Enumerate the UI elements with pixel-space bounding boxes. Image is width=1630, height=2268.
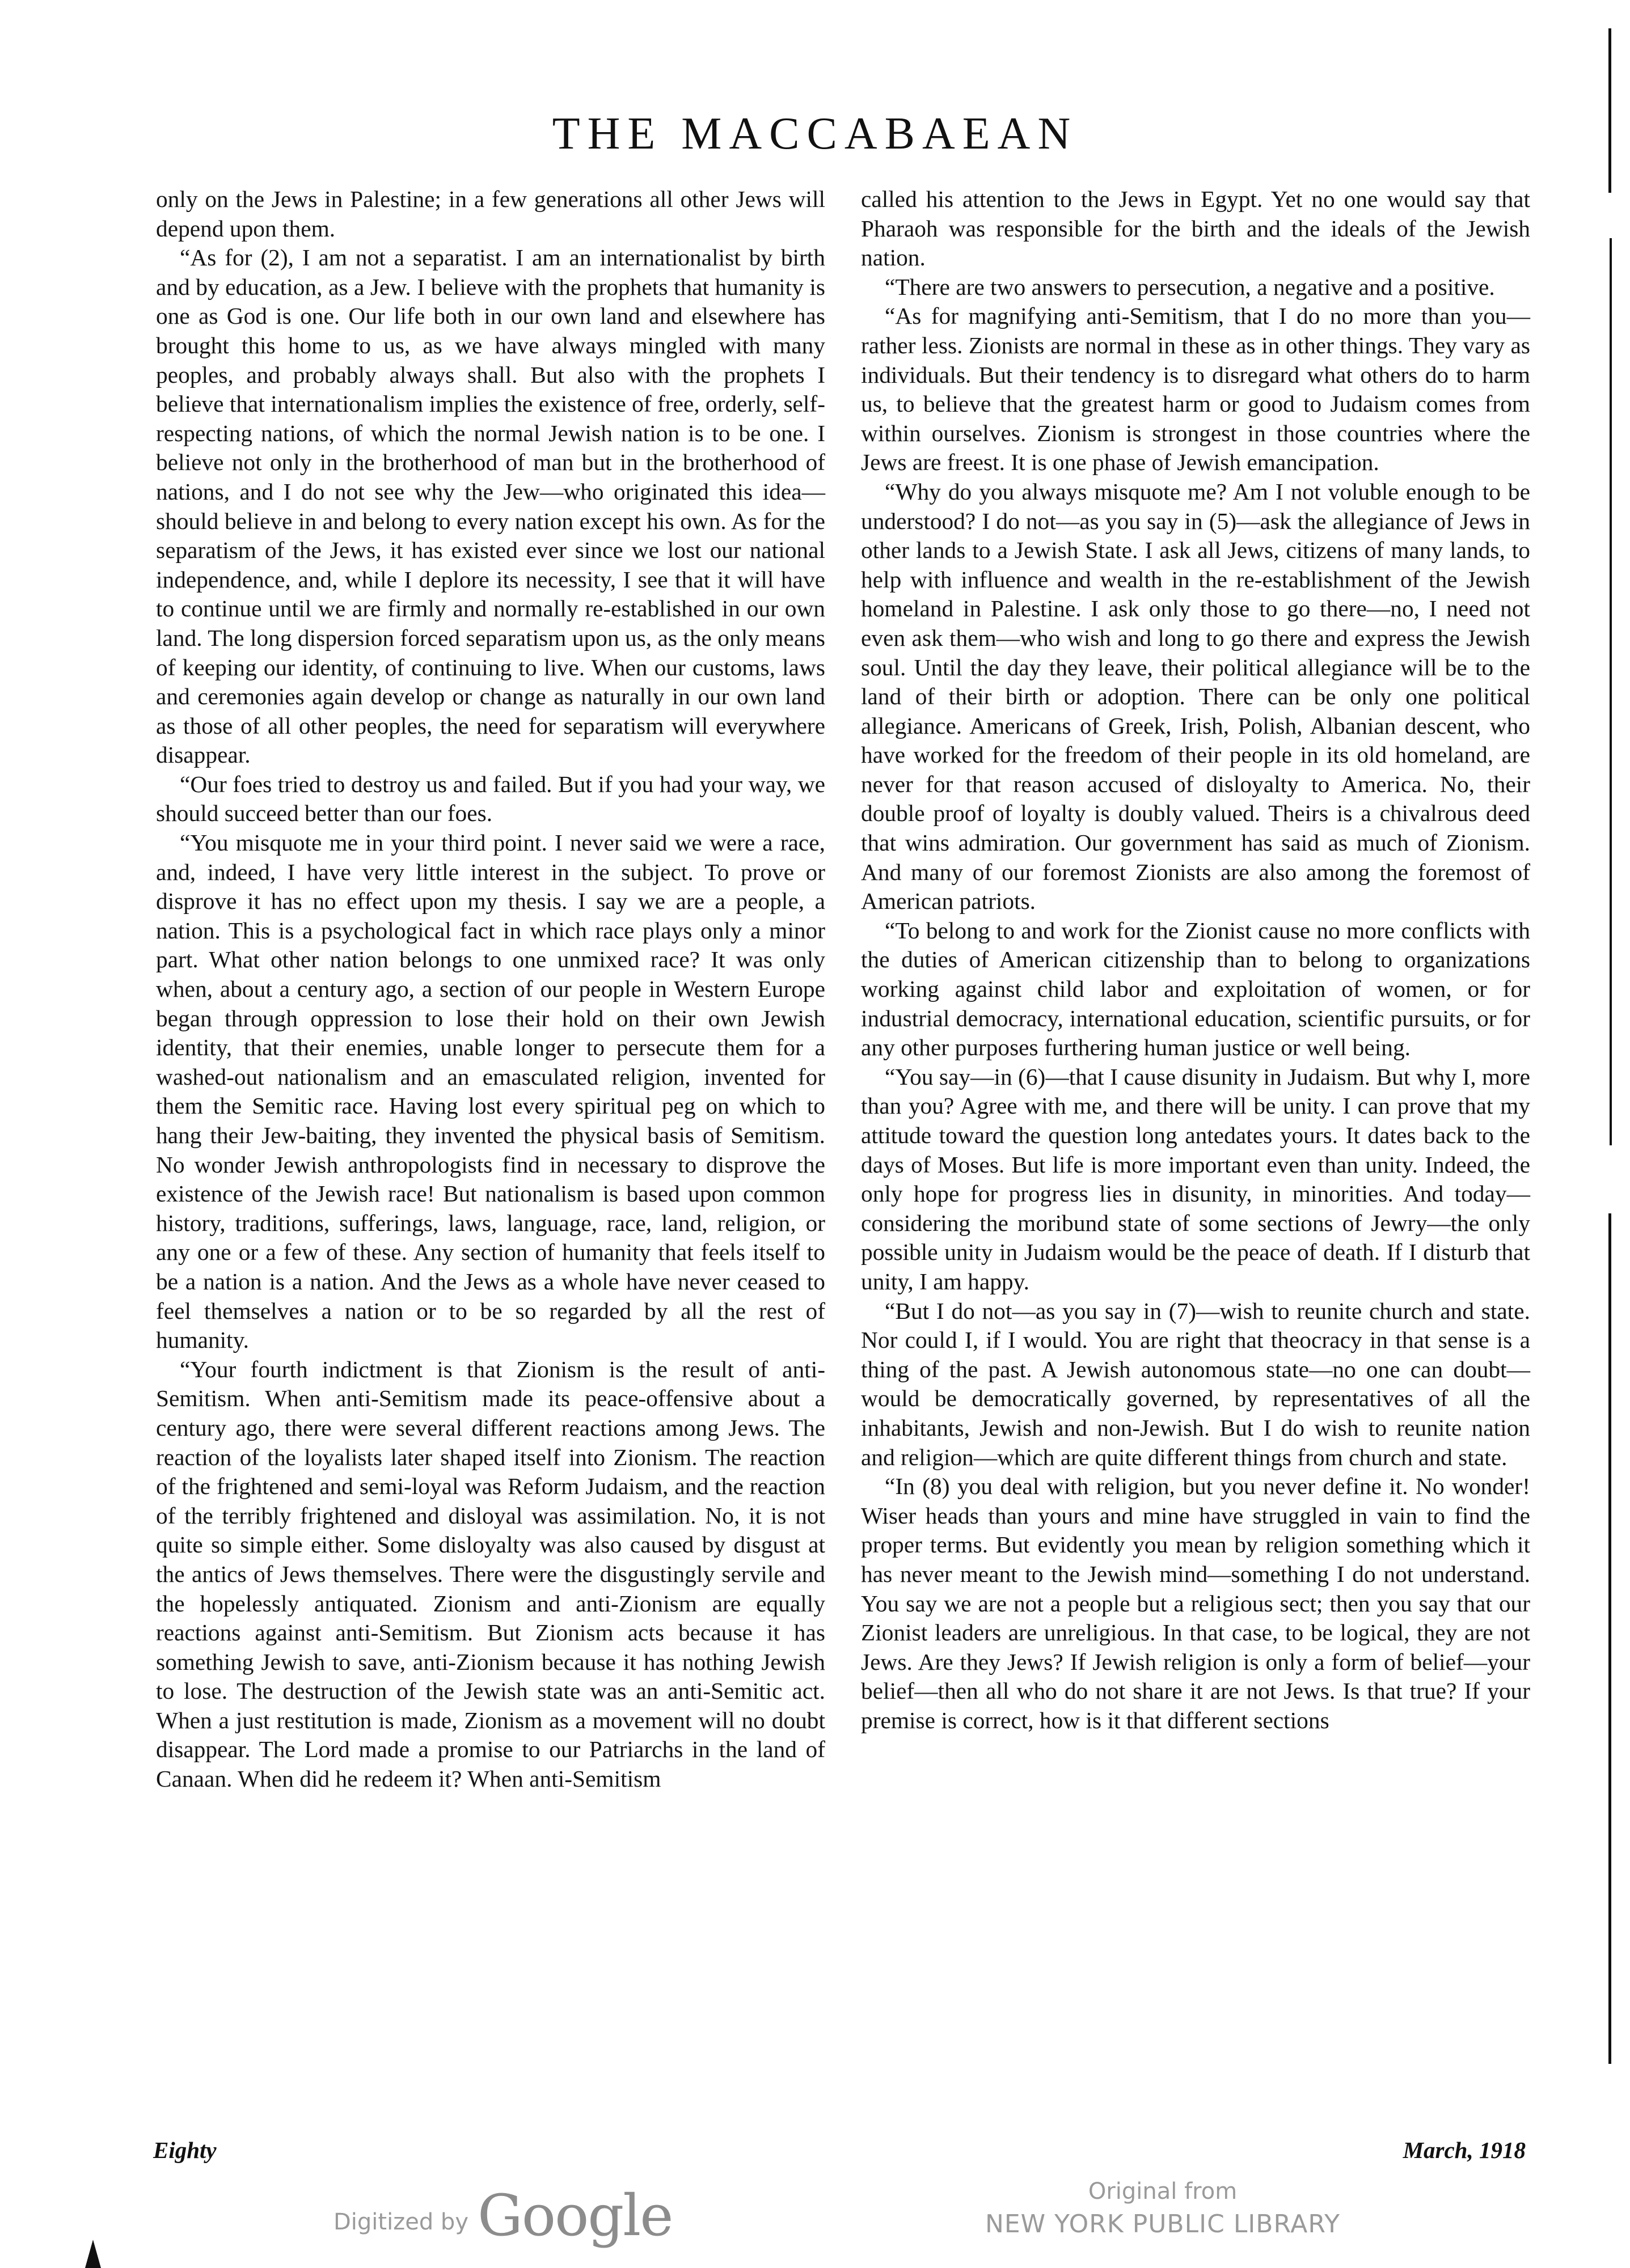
paragraph: “In (8) you deal with religion, but you never define it. No wonder! Wiser heads than yours and mine have struggled in vain to find the proper terms. But evidently you mean by religion something which it has never meant to the Jewish mind—something I do not understand. You say we are not a people but a religious sect; then you say that our Zionist leaders are unreligious. In that case, to be logical, they are not Jews. Are they Jews? If Jewish religion is only a form of belief—your belief—then all who do not share it are not Jews. Is that true? If your premise is correct, how is it that different sections [861, 1473, 1530, 1733]
original-from-label: Original from [1088, 2178, 1238, 2204]
right-text-column [861, 185, 1530, 1735]
paragraph: “As for magnifying anti-Semitism, that I do no more than you—rather less. Zionists are normal in these as in other things. They vary as individuals. But their tendency is to disregard what others do to harm us, to believe that the greatest harm or good to Judaism comes from within ourselves. Zionism is strongest in those countries where the Jews are freest. It is one phase of Jewish emancipation. [861, 303, 1530, 476]
scan-edge-rule [1610, 238, 1612, 1145]
issue-date: March, 1918 [1403, 2137, 1526, 2163]
paragraph: “You say—in (6)—that I cause disunity in Judaism. But why I, more than you? Agree with me, and there will be unity. I can prove that my attitude toward the question long antedates yours. It dates back to the days of Moses. But life is more important even than unity. Indeed, the only hope for progress lies in disunity, in minorities. And today—considering the moribund state of some sections of Jewry—the only possible unity in Judaism would be the peace of death. If I disturb that unity, I am happy. [861, 1063, 1530, 1294]
library-watermark [953, 2175, 1373, 2241]
paragraph: “But I do not—as you say in (7)—wish to reunite church and state. Nor could I, if I would. You are right that theocracy in that sense is a thing of the past. A Jewish autonomous state—no one can doubt—would be democratically governed, by representatives of all the inhabitants, Jewish and non-Jewish. But I do wish to reunite nation and religion—which are quite different things from church and state. [861, 1297, 1530, 1470]
google-logo: Google [478, 2182, 673, 2249]
paragraph: “As for (2), I am not a separatist. I am an internationalist by birth and by education, as a Jew. I believe with the prophets that humanity is one as God is one. Our life both in our own land and elsewhere has brought this home to us, as we have always mingled with many peoples, and probably always shall. But also with the prophets I believe that internationalism implies the existence of free, orderly, self-respecting nations, of which the normal Jewish nation is to be one. I believe not only in the brotherhood of man but in the brotherhood of nations, and I do not see why the Jew—who originated this idea—should believe in and belong to every nation except his own. As for the separatism of the Jews, it has existed ever since we lost our national independence, and, while I deplore its necessity, I see that it will have to continue until we are firmly and normally re-established in our own land. The long dispersion forced separatism upon us, as the only means of keeping our identity, of continuing to live. When our customs, laws and ceremonies again develop or change as naturally in our own land as those of all other peoples, the need for separatism will everywhere disappear. [156, 244, 825, 768]
scan-edge-rule [1608, 28, 1611, 193]
paragraph: called his attention to the Jews in Egypt. Yet no one would say that Pharaoh was responsible for the birth and the ideals of the Jewish nation. [861, 186, 1530, 271]
digitized-by-watermark [333, 2182, 673, 2249]
paragraph: “Your fourth indictment is that Zionism is the result of anti-Semitism. When anti-Semitism made its peace-offensive about a century ago, there were several different reactions among Jews. The reaction of the loyalists later shaped itself into Zionism. The reaction of the frightened and semi-loyal was Reform Judaism, and the reaction of the terribly frightened and disloyal was assimilation. No, it is not quite so simple either. Some disloyalty was also caused by disgust at the antics of Jews themselves. There were the disgustingly servile and the hopelessly antiquated. Zionism and anti-Zionism are equally reactions against anti-Semitism. But Zionism acts because it has something Jewish to save, anti-Zionism because it has nothing Jewish to lose. The destruction of the Jewish state was an anti-Semitic act. When a just restitution is made, Zionism as a movement will no doubt disappear. The Lord made a promise to our Patriarchs in the land of Canaan. When did he redeem it? When anti-Semitism [156, 1356, 825, 1792]
library-name: NEW YORK PUBLIC LIBRARY [985, 2210, 1341, 2239]
paragraph: “Why do you always misquote me? Am I not voluble enough to be understood? I do not—as you say in (5)—ask the allegiance of Jews in other lands to a Jewish State. I ask all Jews, citizens of many lands, to help with influence and wealth in the re-establishment of the Jewish homeland in Palestine. I ask only those to go there—no, I need not even ask them—who wish and long to go there and express the Jewish soul. Until the day they leave, their political allegiance will be to the land of their birth or adoption. There can be only one political allegiance. Americans of Greek, Irish, Polish, Albanian descent, who have worked for the freedom of their people in its old homeland, are never for that reason accused of disloyalty to America. No, their double proof of loyalty is doubly valued. Theirs is a chivalrous deed that wins admiration. Our government has said as much of Zionism. And many of our foremost Zionists are also among the foremost of American patriots. [861, 478, 1530, 915]
paragraph: “Our foes tried to destroy us and failed. But if you had your way, we should succeed better than our foes. [156, 771, 825, 827]
paragraph: only on the Jews in Palestine; in a few generations all other Jews will depend upon them. [156, 186, 825, 242]
scan-corner-mark [85, 2240, 101, 2268]
page-number: Eighty [153, 2137, 217, 2163]
scan-edge-rule [1608, 1213, 1611, 2064]
paragraph: “To belong to and work for the Zionist cause no more conflicts with the duties of American citizenship than to belong to organizations working against child labor and exploitation of women, or for industrial democracy, international education, scientific pursuits, or for any other purposes furthering human justice or well being. [861, 917, 1530, 1061]
page-header-title: THE MACCABAEAN [552, 109, 1078, 159]
paragraph: “There are two answers to persecution, a negative and a positive. [885, 273, 1495, 300]
paragraph: “You misquote me in your third point. I never said we were a race, and, indeed, I have very little interest in the subject. To prove or disprove it has no effect upon my thesis. I say we are a people, a nation. This is a psychological fact in which race plays only a minor part. What other nation belongs to one unmixed race? It was only when, about a century ago, a section of our people in Western Europe began through oppression to lose their hold on their own Jewish identity, that their enemies, unable longer to persecute them for a washed-out nationalism and an emasculated religion, invented for them the Semitic race. Having lost every spiritual peg on which to hang their Jew-baiting, they invented the physical basis of Semitism. No wonder Jewish anthropologists find in necessary to disprove the existence of the Jewish race! But nationalism is based upon common history, traditions, sufferings, laws, language, race, land, religion, or any one or a few of these. Any section of humanity that feels itself to be a nation is a nation. And the Jews as a whole have never ceased to feel themselves a nation or to be so regarded by all the rest of humanity. [156, 830, 825, 1353]
left-text-column [156, 185, 825, 1794]
digitized-label: Digitized by [333, 2209, 468, 2235]
